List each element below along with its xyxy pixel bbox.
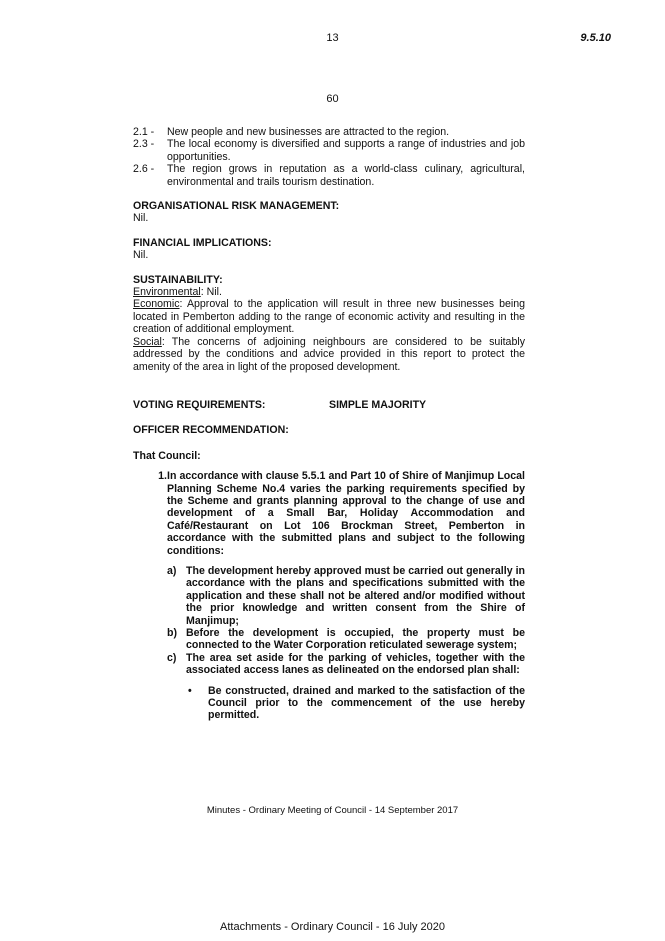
condition-text: Before the development is occupied, the property must be connected to the Water Corporation reticulated sewerage system; (186, 627, 525, 652)
environmental-label: Environmental (133, 286, 201, 299)
outcome-text: The region grows in reputation as a world-class culinary, agricultural, environmental and trails tourism destination. (167, 163, 525, 188)
risk-heading: ORGANISATIONAL RISK MANAGEMENT: (133, 200, 340, 213)
list-item (167, 565, 525, 627)
sustainability-heading: SUSTAINABILITY: (133, 273, 223, 286)
risk-text: Nil. (133, 212, 149, 225)
financial-section (133, 237, 525, 262)
agenda-item-reference: 9.5.10 (580, 32, 611, 44)
financial-heading: FINANCIAL IMPLICATIONS: (133, 236, 272, 249)
recommendation-number: 1. (158, 470, 167, 483)
page-number: 13 (326, 32, 339, 44)
sustainability-section (133, 274, 525, 373)
officer-recommendation-heading: OFFICER RECOMMENDATION: (133, 424, 289, 437)
economic-label: Economic (133, 298, 180, 311)
original-page-number: 60 (326, 93, 339, 105)
list-item (133, 163, 525, 188)
condition-c-body (186, 652, 525, 722)
voting-requirements (133, 399, 525, 411)
financial-text: Nil. (133, 249, 149, 262)
social-paragraph (133, 336, 525, 373)
condition-letter: a) (167, 564, 177, 577)
document-body (133, 126, 525, 722)
recommendation-body (167, 470, 525, 722)
recommendation-text: In accordance with clause 5.5.1 and Part 10 of Shire of Manjimup Local Planning Scheme No.4 varies the parking requirements specified by the Scheme and grants planning approval to the change of use and development of a Small Bar, Holiday Accommodation and Café/Restaurant on Lot 106 Brockman Street, Pemberton in accordance with the submitted plans and subject to the following conditions: (167, 470, 525, 557)
condition-letter: c) (167, 651, 177, 664)
outcome-code: 2.1 - (133, 126, 155, 138)
condition-letter: b) (167, 627, 177, 639)
condition-text: The area set aside for the parking of vehicles, together with the associated access lanes as delineated on the endorsed plan shall: (186, 651, 525, 677)
list-item (167, 652, 525, 722)
conditions-list (167, 565, 525, 722)
list-item (133, 126, 525, 138)
list-item (167, 627, 525, 652)
outcome-code: 2.3 - (133, 138, 155, 151)
attachments-footer: Attachments - Ordinary Council - 16 July 2020 (220, 921, 445, 933)
economic-text: : Approval to the application will result in three new businesses being located in Pemberton adding to the range of economic activity and resulting in the creation of additional employment. (133, 298, 525, 336)
bullet-icon: • (188, 684, 192, 697)
minutes-footer: Minutes - Ordinary Meeting of Council - 14 September 2017 (206, 805, 459, 816)
social-label: Social (133, 335, 162, 348)
bullet-text: Be constructed, drained and marked to the satisfaction of the Council prior to the commencement of the use hereby permitted. (208, 684, 525, 722)
economic-paragraph (133, 298, 525, 335)
voting-label: VOTING REQUIREMENTS: (133, 398, 266, 411)
recommendation-item (133, 470, 525, 722)
that-council: That Council: (133, 449, 201, 462)
list-item (133, 138, 525, 163)
bullet-item (186, 685, 525, 722)
outcome-text: The local economy is diversified and supports a range of industries and job opportunities. (167, 138, 525, 163)
environmental-text: : Nil. (200, 286, 222, 299)
social-text: : The concerns of adjoining neighbours are considered to be suitably addressed by the conditions and advice provided in this report to protect the amenity of the area in light of the proposed development. (133, 335, 525, 373)
strategic-outcomes-list (133, 126, 525, 188)
outcome-text: New people and new businesses are attracted to the region. (167, 126, 450, 138)
risk-section (133, 200, 525, 225)
outcome-code: 2.6 - (133, 163, 155, 176)
voting-value: SIMPLE MAJORITY (329, 398, 427, 411)
environmental-paragraph (133, 286, 525, 298)
condition-text: The development hereby approved must be carried out generally in accordance with the plans and specifications submitted with the application and these shall not be altered and/or modified without the prior knowledge and written consent from the Shire of Manjimup; (186, 564, 525, 627)
